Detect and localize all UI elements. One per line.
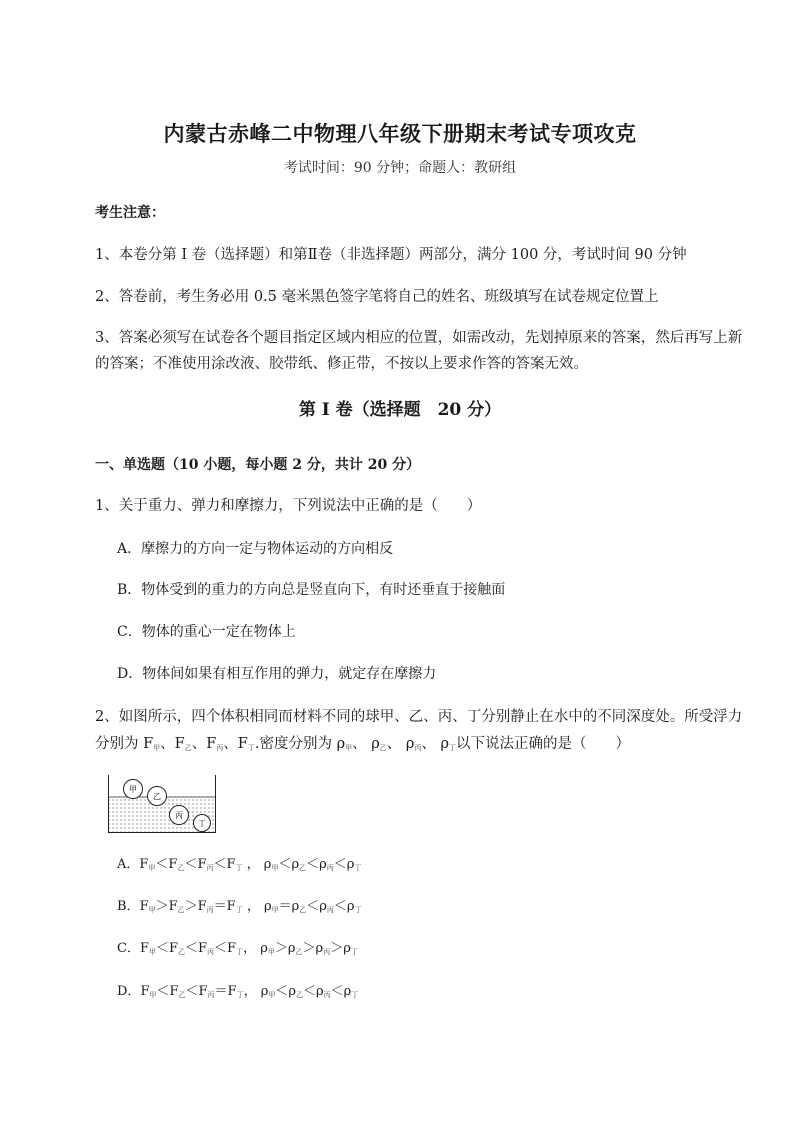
question-2-option-c: C．$F_甲<F_乙<F_丙<F_丁$， $\rho_甲>\rho_乙>\rho_丙>\rho_丁$: [117, 941, 358, 956]
exam-subtitle: 考试时间：90 分钟；命题人：教研组: [283, 160, 517, 176]
question-2-stem-line-1: 2、如图所示，四个体积相同而材料不同的球甲、乙、丙、丁分别静止在水中的不同深度处。所受浮力: [95, 709, 743, 725]
question-2-option-b: B．$F_甲>F_乙>F_丙=F_丁$ ， $\rho_甲=\rho_乙<\rho_丙<\rho_丁$: [117, 899, 362, 914]
notice-item-1: 1、本卷分第 I 卷（选择题）和第Ⅱ卷（非选择题）两部分，满分 100 分，考试时间 90 分钟: [95, 247, 687, 263]
question-1-option-b: B．物体受到的重力的方向总是竖直向下，有时还垂直于接触面: [117, 582, 506, 598]
notice-item-2: 2、答卷前，考生务必用 0.5 毫米黑色签字笔将自己的姓名、班级填写在试卷规定位置上: [95, 289, 659, 305]
subsection-title: 一、单选题（10 小题，每小题 2 分，共计 20 分）: [95, 457, 421, 473]
question-1-option-c: C．物体的重心一定在物体上: [117, 624, 296, 640]
question-2-option-d: D．$F_甲<F_乙<F_丙=F_丁$， $\rho_甲<\rho_乙<\rho_丙<\rho_丁$: [117, 984, 359, 999]
notice-item-3-line-1: 3、答案必须写在试卷各个题目指定区域内相应的位置，如需改动，先划掉原来的答案，然后再写上新: [95, 330, 743, 346]
ball-bing-label: 丙: [175, 811, 183, 820]
exam-title: 内蒙古赤峰二中物理八年级下册期末考试专项攻克: [163, 121, 637, 146]
notice-item-3-line-2: 的答案；不准使用涂改液、胶带纸、修正带，不按以上要求作答的答案无效。: [95, 356, 588, 372]
notice-heading: 考生注意：: [95, 205, 165, 221]
buoyancy-figure: [108, 775, 216, 833]
question-2-option-a: A．$F_甲<F_乙<F_丙<F_丁$ ， $\rho_甲<\rho_乙<\rho_丙<\rho_丁$: [117, 857, 362, 872]
question-1-option-d: D．物体间如果有相互作用的弹力，就定存在摩擦力: [117, 666, 437, 682]
ball-jia-label: 甲: [129, 785, 137, 794]
section-title: 第 I 卷（选择题 20 分）: [298, 400, 502, 420]
ball-ding-label: 丁: [198, 819, 206, 828]
question-1-stem: 1、关于重力、弹力和摩擦力，下列说法中正确的是（ ）: [95, 498, 482, 514]
question-1-option-a: A．摩擦力的方向一定与物体运动的方向相反: [117, 541, 394, 557]
question-2-stem-line-2: 分别为 $F_甲$、$F_乙$、$F_丙$、$F_丁$.密度分别为 $\rho_甲$、 $\rho_乙$、 $\rho_丙$、 $\rho_丁$以下说法正确的是（ ）: [95, 736, 631, 752]
ball-yi-label: 乙: [153, 792, 161, 801]
